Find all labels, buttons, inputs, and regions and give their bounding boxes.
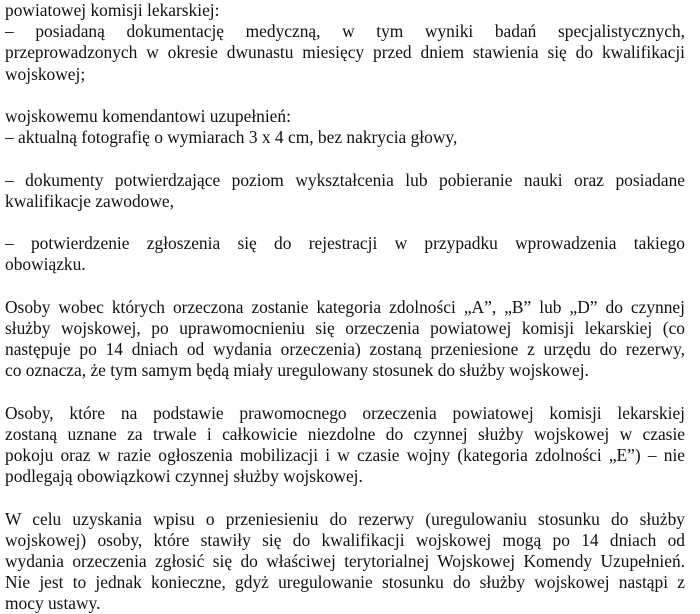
section-label-medical-commission — [5, 0, 685, 21]
text-line: mocy ustawy. — [5, 593, 685, 614]
text-line: zostaną uznane za trwale i całkowicie niezdolne do czynnej służby wojskowej w czasie — [5, 424, 685, 445]
text-line: W celu uzyskania wpisu o przeniesieniu do rezerwy (uregulowaniu stosunku do służby — [5, 509, 685, 530]
text-line: wojskowej) osoby, które stawiły się do kwalifikacji wojskowej mogą po 14 dniach od — [5, 530, 685, 551]
section-label-military-commander — [5, 106, 685, 127]
text-line: następuje po 14 dniach od wydania orzeczenia) zostaną przeniesione z urzędu do rezerwy, — [5, 339, 685, 360]
paragraph-gap — [5, 275, 685, 296]
paragraph-reserve-transfer — [5, 297, 685, 382]
list-item-education-documents — [5, 170, 685, 212]
document-page — [5, 0, 685, 614]
paragraph-gap — [5, 487, 685, 508]
text-line: obowiązku. — [5, 254, 685, 275]
text-line: – dokumenty potwierdzające poziom wykształcenia lub pobieranie nauki oraz posiadane — [5, 170, 685, 191]
text-line: kwalifikacje zawodowe, — [5, 191, 685, 212]
paragraph-gap — [5, 148, 685, 169]
paragraph-reserve-entry — [5, 509, 685, 614]
list-item-photo — [5, 127, 685, 148]
paragraph-gap — [5, 381, 685, 402]
text-line: – posiadaną dokumentację medyczną, w tym wyniki badań specjalistycznych, — [5, 21, 685, 42]
text-line: służby wojskowej, po uprawomocnieniu się orzeczenia powiatowej komisji lekarskiej (co — [5, 318, 685, 339]
text-line: – aktualną fotografię o wymiarach 3 x 4 cm, bez nakrycia głowy, — [5, 127, 685, 148]
text-line: wojskowej; — [5, 64, 685, 85]
text-line: pokoju oraz w razie ogłoszenia mobilizacji i w czasie wojny (kategoria zdolności „E”) – nie — [5, 445, 685, 466]
text-line: Osoby wobec których orzeczona zostanie kategoria zdolności „A”, „B” lub „D” do czynnej — [5, 297, 685, 318]
text-line: wydania orzeczenia zgłosić się do właściwej terytorialnej Wojskowej Komendy Uzupełnień. — [5, 551, 685, 572]
text-line: Osoby, które na podstawie prawomocnego orzeczenia powiatowej komisji lekarskiej — [5, 403, 685, 424]
text-line: Nie jest to jednak konieczne, gdyż uregulowanie stosunku do służby wojskowej nastąpi z — [5, 572, 685, 593]
text-line: przeprowadzonych w okresie dwunastu miesięcy przed dniem stawienia się do kwalifikacji — [5, 42, 685, 63]
text-line: co oznacza, że tym samym będą miały uregulowany stosunek do służby wojskowej. — [5, 360, 685, 381]
paragraph-category-e — [5, 403, 685, 488]
text-line: – potwierdzenie zgłoszenia się do rejestracji w przypadku wprowadzenia takiego — [5, 233, 685, 254]
paragraph-gap — [5, 85, 685, 106]
list-item-medical-documentation — [5, 21, 685, 85]
list-item-registration-confirmation — [5, 233, 685, 275]
text-line: podlegają obowiązkowi czynnej służby wojskowej. — [5, 466, 685, 487]
text-line: wojskowemu komendantowi uzupełnień: — [5, 106, 685, 127]
paragraph-gap — [5, 212, 685, 233]
text-line: powiatowej komisji lekarskiej: — [5, 0, 685, 21]
